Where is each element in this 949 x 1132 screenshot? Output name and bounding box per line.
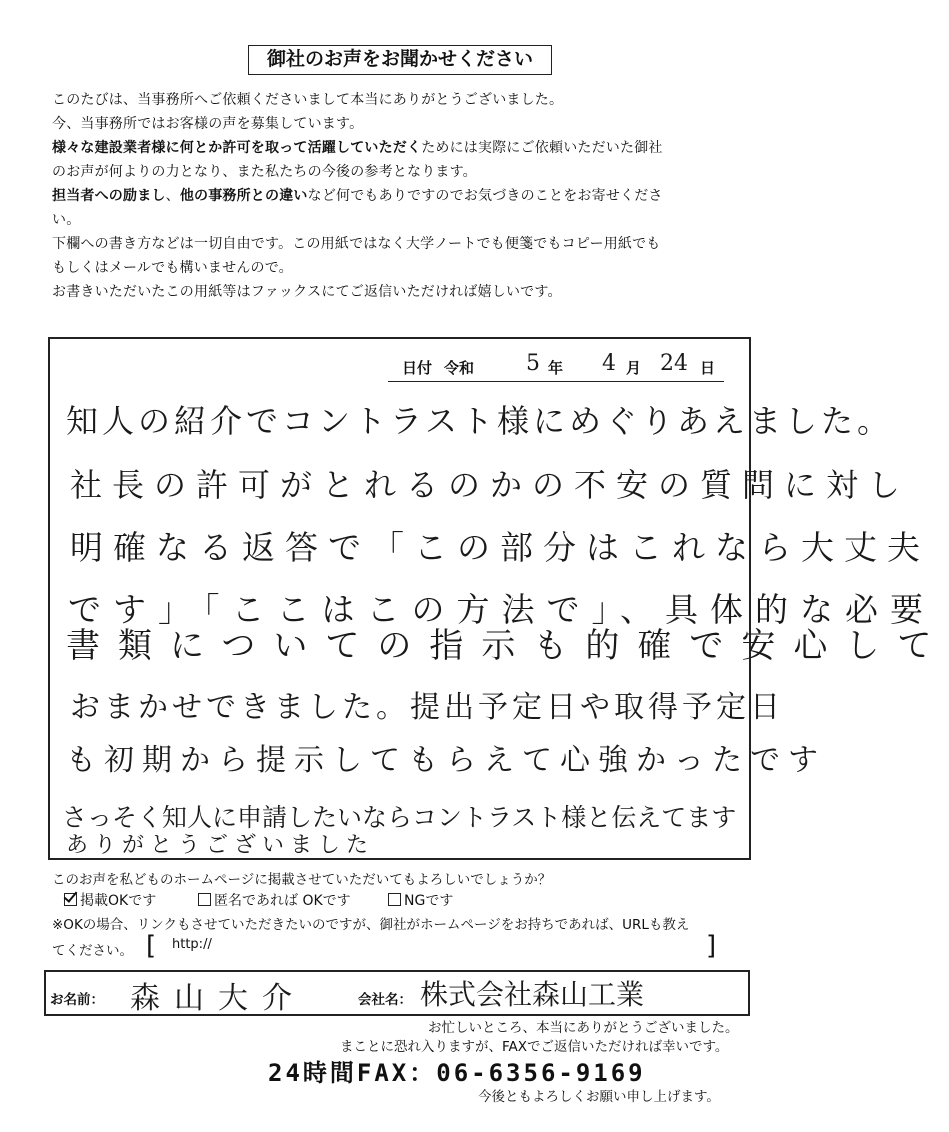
date-era: 令和 <box>444 359 475 377</box>
url-note-cont: てください。 <box>52 943 133 959</box>
handwritten-line: です」「ここはこの方法で」、具体的な必要 <box>68 590 935 629</box>
url-field[interactable]: http:// <box>172 937 212 952</box>
checkbox-checked-icon[interactable] <box>64 893 77 906</box>
form-title: 御社のお声をお聞かせください <box>248 45 552 75</box>
date-line <box>388 353 724 382</box>
thanks-text: お忙しいところ、本当にありがとうございました。 <box>428 1020 739 1036</box>
handwritten-line: ありがとうございました <box>66 833 375 858</box>
option-anonymous-ok[interactable] <box>198 890 351 910</box>
intro-bold-phrase: 他の事務所との違い <box>179 188 308 204</box>
name-value[interactable]: 森山大介 <box>130 981 306 1016</box>
intro-line-rest: ためには実際にご依頼いただいた御社 <box>421 140 663 156</box>
company-label: 会社名： <box>358 992 412 1008</box>
intro-line-rest: など何でもありですのでお気づきのことをお寄せくださ <box>307 188 663 204</box>
date-year: 5 <box>526 351 540 376</box>
publish-question: このお声を私どものホームページに掲載させていただいてもよろしいでしょうか？ <box>52 872 552 888</box>
bracket-close-icon: ] <box>706 931 717 961</box>
handwritten-line: 書類についての指示も的確で安心して <box>66 626 949 666</box>
intro-line: このたびは、当事務所へご依頼くださいまして本当にありがとうございました。 <box>52 92 564 108</box>
handwritten-line: 明確なる返答で「この部分はこれなら大丈夫 <box>70 528 930 567</box>
date-year-unit: 年 <box>548 359 564 377</box>
option-label: 掲載OKです <box>80 893 157 909</box>
bracket-open-icon: [ <box>146 931 157 961</box>
intro-line: お書きいただいたこの用紙等はファックスにてご返信いただければ嬉しいです。 <box>52 284 562 300</box>
handwritten-line: も初期から提示してもらえて心強かったです <box>66 743 826 778</box>
intro-text <box>52 88 752 304</box>
intro-bold-phrase: 担当者への励まし <box>52 188 166 204</box>
date-day-unit: 日 <box>700 359 716 377</box>
intro-line: のお声が何よりの力となり、また私たちの今後の参考となります。 <box>52 164 477 180</box>
name-label: お名前： <box>50 992 104 1008</box>
handwritten-line: 社長の許可がとれるのかの不安の質問に対し <box>70 466 911 504</box>
intro-bold-phrase: 様々な建設業者様に何とか許可を取って活躍していただく <box>52 140 422 156</box>
fax-request-text: まことに恐れ入りますが、FAXでご返信いただければ幸いです。 <box>340 1039 729 1055</box>
date-month-unit: 月 <box>626 359 642 377</box>
handwritten-line: おまかせできました。提出予定日や取得予定日 <box>70 690 784 725</box>
intro-line: い。 <box>52 212 81 228</box>
closing-text: 今後ともよろしくお願い申し上げます。 <box>478 1089 720 1105</box>
option-ng[interactable] <box>388 890 453 910</box>
intro-line: もしくはメールでも構いませんので。 <box>52 260 293 276</box>
option-label: NGです <box>404 893 454 909</box>
handwritten-line: さっそく知人に申請したいならコントラスト様と伝えてます <box>62 803 737 832</box>
company-value[interactable]: 株式会社森山工業 <box>420 978 645 1011</box>
intro-line <box>52 184 752 208</box>
date-day: 24 <box>660 351 688 376</box>
intro-line: 今、当事務所ではお客様の声を募集しています。 <box>52 116 364 132</box>
checkbox-icon[interactable] <box>198 893 211 906</box>
option-publish-ok[interactable] <box>64 890 156 910</box>
url-note: ※OKの場合、リンクもさせていただきたいのですが、御社がホームページをお持ちであれば、URLも教え <box>52 917 690 933</box>
checkbox-icon[interactable] <box>388 893 401 906</box>
intro-line: 下欄への書き方などは一切自由です。この用紙ではなく大学ノートでも便箋でもコピー用紙でも <box>52 236 661 252</box>
intro-comma: 、 <box>165 188 180 204</box>
option-label: 匿名であれば OKです <box>214 893 351 909</box>
fax-number: 24時間FAX：06-6356-9169 <box>268 1059 646 1087</box>
date-month: 4 <box>602 351 616 376</box>
intro-line <box>52 136 752 160</box>
date-label: 日付 <box>402 359 433 377</box>
handwritten-line: 知人の紹介でコントラスト様にめぐりあえました。 <box>66 402 894 440</box>
